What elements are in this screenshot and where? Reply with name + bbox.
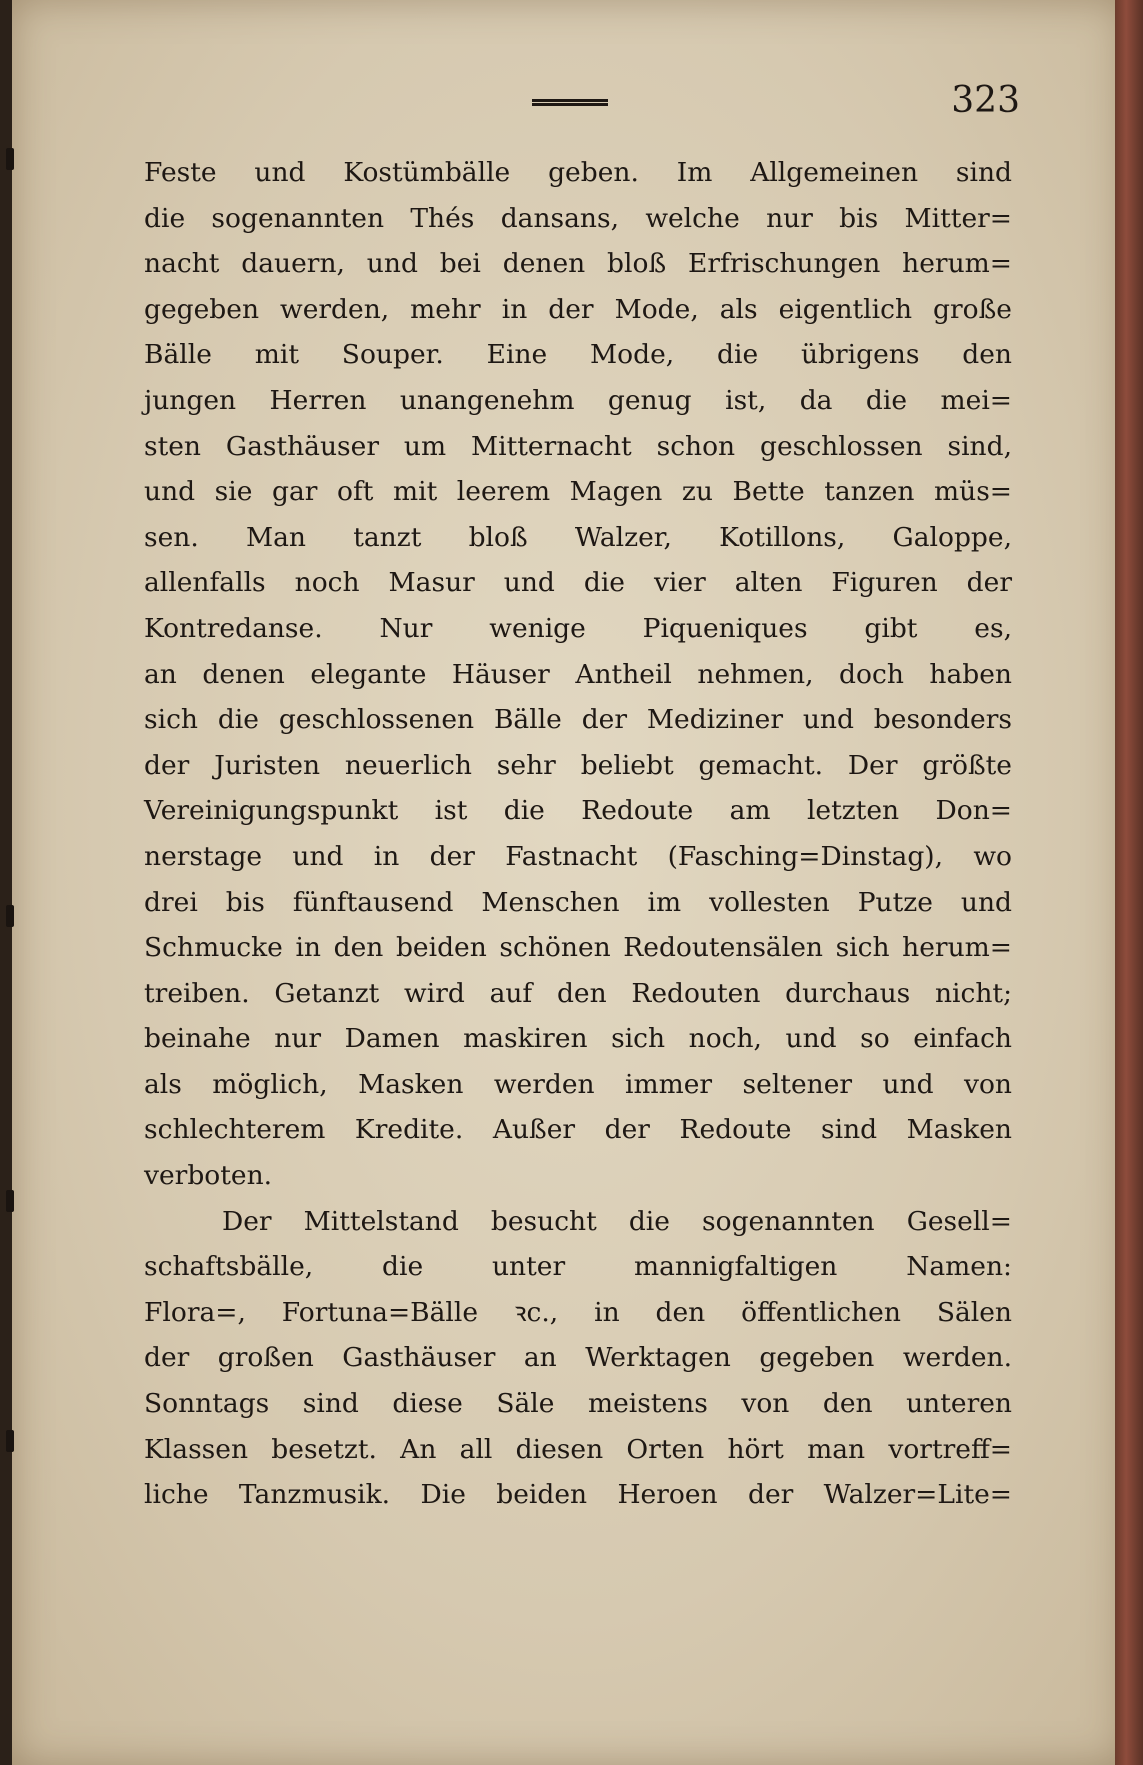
body-text xyxy=(144,150,1012,1518)
text-line: Der Mittelstand besucht die sogenannten Gesell= xyxy=(222,1205,1012,1237)
text-line: Sonntags sind diese Säle meistens von den unteren xyxy=(144,1388,1012,1420)
text-line: Vereinigungspunkt ist die Redoute am letzten Don= xyxy=(144,795,1012,827)
text-line: Bälle mit Souper. Eine Mode, die übrigens den xyxy=(144,339,1012,371)
text-line: verboten. xyxy=(144,1160,273,1192)
book-spine xyxy=(1115,0,1143,1765)
book-page xyxy=(12,0,1124,1765)
header-rule xyxy=(532,99,608,106)
text-line: nerstage und in der Fastnacht (Fasching=Dinstag), wo xyxy=(144,840,1012,872)
text-line: sen. Man tanzt bloß Walzer, Kotillons, Galoppe, xyxy=(144,521,1012,553)
text-line: liche Tanzmusik. Die beiden Heroen der Walzer=Lite= xyxy=(144,1479,1012,1511)
text-line: allenfalls noch Masur und die vier alten Figuren der xyxy=(144,567,1012,599)
text-line: Flora=, Fortuna=Bälle ꝛc., in den öffentlichen Sälen xyxy=(144,1296,1012,1328)
binding-mark xyxy=(6,148,14,170)
text-line: schaftsbälle, die unter mannigfaltigen Namen: xyxy=(144,1251,1012,1283)
text-line: der großen Gasthäuser an Werktagen gegeben werden. xyxy=(144,1342,1012,1374)
text-line: Kontredanse. Nur wenige Piqueniques gibt es, xyxy=(144,612,1012,644)
text-line: treiben. Getanzt wird auf den Redouten durchaus nicht; xyxy=(144,977,1012,1009)
text-line: an denen elegante Häuser Antheil nehmen, doch haben xyxy=(144,658,1012,690)
text-line: nacht dauern, und bei denen bloß Erfrischungen herum= xyxy=(144,248,1012,280)
book-edge-left xyxy=(0,0,12,1765)
text-line: drei bis fünftausend Menschen im vollesten Putze und xyxy=(144,886,1012,918)
text-line: die sogenannten Thés dansans, welche nur bis Mitter= xyxy=(144,202,1012,234)
text-line: sich die geschlossenen Bälle der Mediziner und besonders xyxy=(144,704,1012,736)
text-line: Klassen besetzt. An all diesen Orten hört man vortreff= xyxy=(144,1433,1012,1465)
text-line: schlechterem Kredite. Außer der Redoute sind Masken xyxy=(144,1114,1012,1146)
text-line: der Juristen neuerlich sehr beliebt gemacht. Der größte xyxy=(144,749,1012,781)
binding-mark xyxy=(6,1430,14,1452)
binding-mark xyxy=(6,1190,14,1212)
text-line: als möglich, Masken werden immer seltener und von xyxy=(144,1068,1012,1100)
text-line: jungen Herren unangenehm genug ist, da die mei= xyxy=(144,384,1012,416)
text-line: sten Gasthäuser um Mitternacht schon geschlossen sind, xyxy=(144,430,1012,462)
text-line: und sie gar oft mit leerem Magen zu Bette tanzen müs= xyxy=(144,476,1012,508)
page-number: 323 xyxy=(951,80,1020,121)
text-line: gegeben werden, mehr in der Mode, als eigentlich große xyxy=(144,293,1012,325)
binding-mark xyxy=(6,905,14,927)
text-line: Feste und Kostümbälle geben. Im Allgemeinen sind xyxy=(144,157,1012,188)
text-line: Schmucke in den beiden schönen Redoutensälen sich herum= xyxy=(144,932,1012,964)
text-line: beinahe nur Damen maskiren sich noch, und so einfach xyxy=(144,1023,1012,1055)
